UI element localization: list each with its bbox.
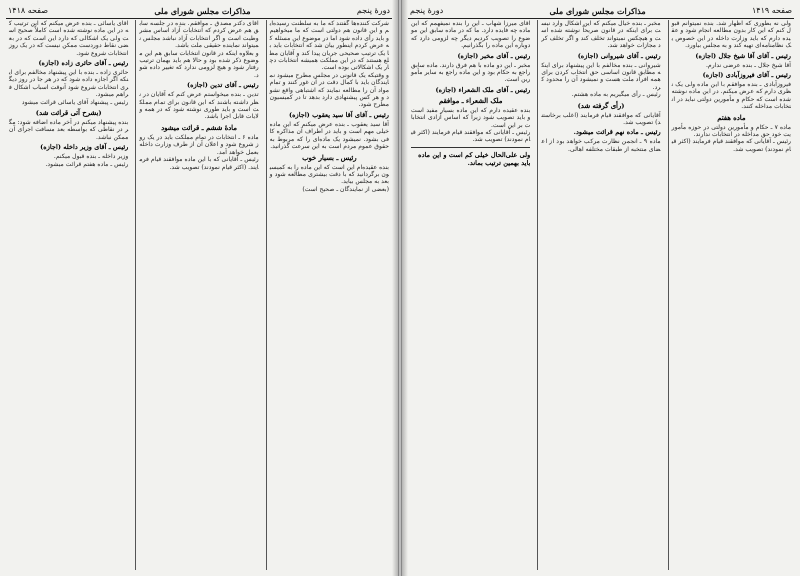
- closing-line: ولی علی‌الحال خیلی کم است و این ماده باید بهمین ترتیب بماند.: [418, 150, 531, 167]
- right-column-3: [408, 20, 533, 570]
- speaker-line: رئیس ـ آقای فیروزآبادی (اجازه): [702, 71, 791, 80]
- right-page-columns: [408, 20, 794, 570]
- speaker-line: رئیس ـ آقای ملک الشعراء (اجازه): [435, 85, 531, 94]
- left-header-title: مذاکرات مجلس شورای ملی: [154, 5, 251, 16]
- paragraph: بنده عقیده دارم که این ماده بسیار مفید است و باید تصویب شود زیرا که اساس آزادی انتخابات بر این است.: [411, 106, 531, 129]
- left-header-session: دورۀ پنجم: [356, 6, 390, 15]
- paragraph: و وقتیکه یک قانونی در مجلس مطرح میشود نمایندگان باید با کمال دقت در آن غور کنند و تمام مواد آن را مطالعه نمایند که اشتباهی واقع نشود و هر کس پیشنهادی دارد بدهد تا در کمیسیون مطرح شود.: [269, 71, 389, 109]
- paragraph: آقای دکتر مصدق ـ موافقم. بنده در جلسه سابق هم عرض کردم که انتخابات آزاد اساس مشروطیت است و اگر انتخابات آزاد نباشد مجلس نمیتواند نماینده حقیقی ملت باشد.: [139, 20, 259, 50]
- paragraph: و بعلاوه اینکه در قانون انتخابات سابق هم این موضوع ذکر شده بود و حالا هم باید بهمان ترتیب رفتار شود و هیچ لزومی ندارد که تغییر داده شود.: [139, 49, 259, 79]
- paragraph: شرکت کننده‌ها گفتند که ما به سلطنت رسیده‌ایم و این قانون هم دولتی است که ما میخواهیم و باید رأی داده شود اما در موضوع این مسئله که عرض کردم اینطور بیان شد که انتخابات باید با یک ترتیب صحیحی جریان پیدا کند و آقایان مطلع هستند که در این مملکت همیشه انتخابات دچار یک اشکالاتی بوده است.: [269, 20, 389, 72]
- speaker-line: رئیس ـ آقای تدین (اجازه): [187, 81, 259, 90]
- speaker-line: رئیس ـ آقای مخبر (اجازه): [457, 51, 531, 60]
- right-header-title: مذاکرات مجلس شورای ملی: [549, 5, 646, 16]
- center-heading: (رأی گرفته شد): [577, 101, 625, 110]
- paragraph: آقای یاسائی ـ بنده عرض میکنم که این ترتیب که در این ماده نوشته شده است کاملاً صحیح است ولی یک اشکالی که دارد این است که در بعضی نقاط دوردست ممکن نیست که در یک روز انتخابات شروع شود.: [9, 20, 129, 57]
- left-column-2: [135, 20, 261, 570]
- speaker-line: رئیس ـ آقای آقا سید یعقوب (اجازه): [288, 110, 389, 119]
- paragraph: رئیس ـ ماده هفتم قرائت میشود.: [45, 160, 129, 168]
- paragraph: آقا شیخ جلال ـ بنده عرضی ندارم.: [706, 61, 791, 69]
- center-heading: ملک الشعراء ـ موافقم: [438, 96, 503, 105]
- speaker-line: رئیس ـ آقای وزیر داخله (اجازه): [40, 143, 129, 152]
- speaker-line: رئیس ـ ماده نهم قرائت میشود.: [573, 128, 661, 137]
- gutter-shadow: [402, 0, 408, 576]
- paragraph: فیروزآبادی ـ بنده موافقم با این ماده ولی یک نظری دارم که عرض میکنم. در این ماده نوشته شده است که حکام و مأمورین دولتی نباید در انتخابات مداخله کنند.: [671, 81, 791, 111]
- left-page-header: [6, 4, 392, 19]
- speaker-line: رئیس ـ آقای حائری زاده (اجازه): [38, 59, 129, 68]
- center-heading: رئیس ـ بسیار خوب: [302, 153, 357, 162]
- left-column-3: [6, 20, 131, 570]
- paragraph: رئیس ـ آقایانی که با این ماده موافقند قیام فرمایند. (اکثر قیام نمودند) تصویب شد.: [139, 156, 259, 171]
- paragraph: بنده پیشنهاد میکنم در آخر ماده اضافه شود: مگر در نقاطی که بواسطه بعد مسافت اجرای آن ممکن نباشد.: [9, 119, 129, 141]
- left-header-page-number: صفحه ۱۴۱۸: [8, 6, 49, 15]
- gutter-shadow: [392, 0, 398, 576]
- paragraph: آقا سید یعقوب ـ بنده عرض میکنم که این ماده خیلی مهم است و باید در اطراف آن مذاکره کافی بشود. نمیشود یک ماده‌ای را که مربوط به حقوق عموم مردم است به این سرعت گذرانید.: [269, 120, 389, 151]
- speaker-line: رئیس ـ آقای آقا شیخ جلال (اجازه): [695, 51, 791, 60]
- center-heading: ماده هفتم: [717, 113, 746, 122]
- paragraph: مخبر ـ این دو ماده با هم فرق دارند. ماده سابق راجع به حکام بود و این ماده راجع به سایر مأمورین است.: [411, 61, 531, 84]
- paragraph: ماده ۹ ـ انجمن نظارت مرکب خواهد بود از اعضای منتخبه از طبقات مختلفه اهالی.: [541, 138, 661, 153]
- right-column-1: [668, 20, 794, 570]
- right-page: [401, 0, 800, 576]
- right-header-page-number: صفحه ۱۴۱۹: [751, 6, 792, 15]
- paragraph: رئیس ـ آقایانی که موافقند قیام فرمایند (اکثر قیام نمودند) تصویب شد.: [411, 129, 531, 144]
- paragraph: (بعضی از نمایندگان ـ صحیح است): [302, 185, 389, 193]
- right-header-session: دورۀ پنجم: [410, 6, 444, 15]
- left-page-columns: [6, 20, 392, 570]
- paragraph: شیروانی ـ بنده مخالفم با این پیشنهاد برای اینکه مطابق قانون اساسی حق انتخاب کردن برای همه افراد ملت هست و نمیشود آن را محدود کرد.: [541, 61, 661, 91]
- paragraph: وزیر داخله ـ بنده قبول میکنم.: [53, 153, 129, 161]
- paragraph: حائری زاده ـ بنده با این پیشنهاد مخالفم برای اینکه اگر اجازه داده شود که در هر جا در روز دیگری انتخابات شروع شود آنوقت اسباب اشکال فراهم میشود.: [9, 69, 129, 99]
- paragraph: رئیس ـ پیشنهاد آقای یاسائی قرائت میشود: [21, 98, 129, 106]
- left-column-1: [266, 20, 392, 570]
- paragraph: آقای میرزا شهاب ـ این را بنده نمیفهمم که این ماده چه فایده دارد. ما که در ماده سابق این موضوع را تصویب کردیم دیگر چه لزومی دارد که دوباره این ماده را بگذرانیم.: [411, 20, 531, 50]
- paragraph: رئیس ـ آقایانی که موافقند قیام فرمایند (اکثر قیام نمودند) تصویب شد.: [671, 138, 791, 153]
- paragraph: تدین ـ بنده میخواستم عرض کنم که آقایان در نظر داشته باشند که این قانون برای تمام مملکت است و باید طوری نوشته شود که در همه ولایات قابل اجرا باشد.: [139, 91, 259, 121]
- paragraph: ولی نه بطوری که اظهار شد. بنده نمیتوانم قبول کنم که این کار بدون مطالعه انجام شود و عقیده دارم که باید وزارت داخله در این خصوص یک نظامنامه‌ای تهیه کند و به مجلس بیاورد.: [671, 20, 791, 50]
- paragraph: مخبر ـ بنده خیال میکنم که این اشکال وارد نیست برای اینکه در قانون صریحاً نوشته شده است و هیچکس نمیتواند تخلف کند و اگر تخلف کرد مجازات خواهد شد.: [541, 20, 661, 50]
- center-heading: مادۀ ششم ـ قرائت میشود: [161, 123, 237, 132]
- center-heading: (بشرح آتی قرائت شد): [35, 109, 102, 118]
- speaker-line: رئیس ـ آقای شیروانی (اجازه): [577, 51, 661, 60]
- paragraph: ماده ۶ ـ انتخابات در تمام مملکت باید در یک روز شروع شود و اعلان آن از طرف وزارت داخله بعمل خواهد آمد.: [139, 133, 259, 156]
- paragraph: آقایانی که موافقند قیام فرمایند (اغلب برخاستند) تصویب شد.: [541, 111, 661, 127]
- paragraph: بنده عقیده‌ام این است که این ماده را به کمیسیون برگردانید که با دقت بیشتری مطالعه شود و بعد به مجلس بیاید.: [269, 163, 389, 186]
- left-page: [0, 0, 399, 576]
- right-column-2: [537, 20, 663, 570]
- right-page-header: [408, 4, 794, 19]
- paragraph: رئیس ـ رأی میگیریم به ماده هشتم.: [571, 91, 661, 99]
- paragraph: ماده ۷ ـ حکام و مأمورین دولتی در حوزه مأموریت خود حق مداخله در انتخابات ندارند.: [671, 123, 791, 139]
- divider: [411, 147, 530, 148]
